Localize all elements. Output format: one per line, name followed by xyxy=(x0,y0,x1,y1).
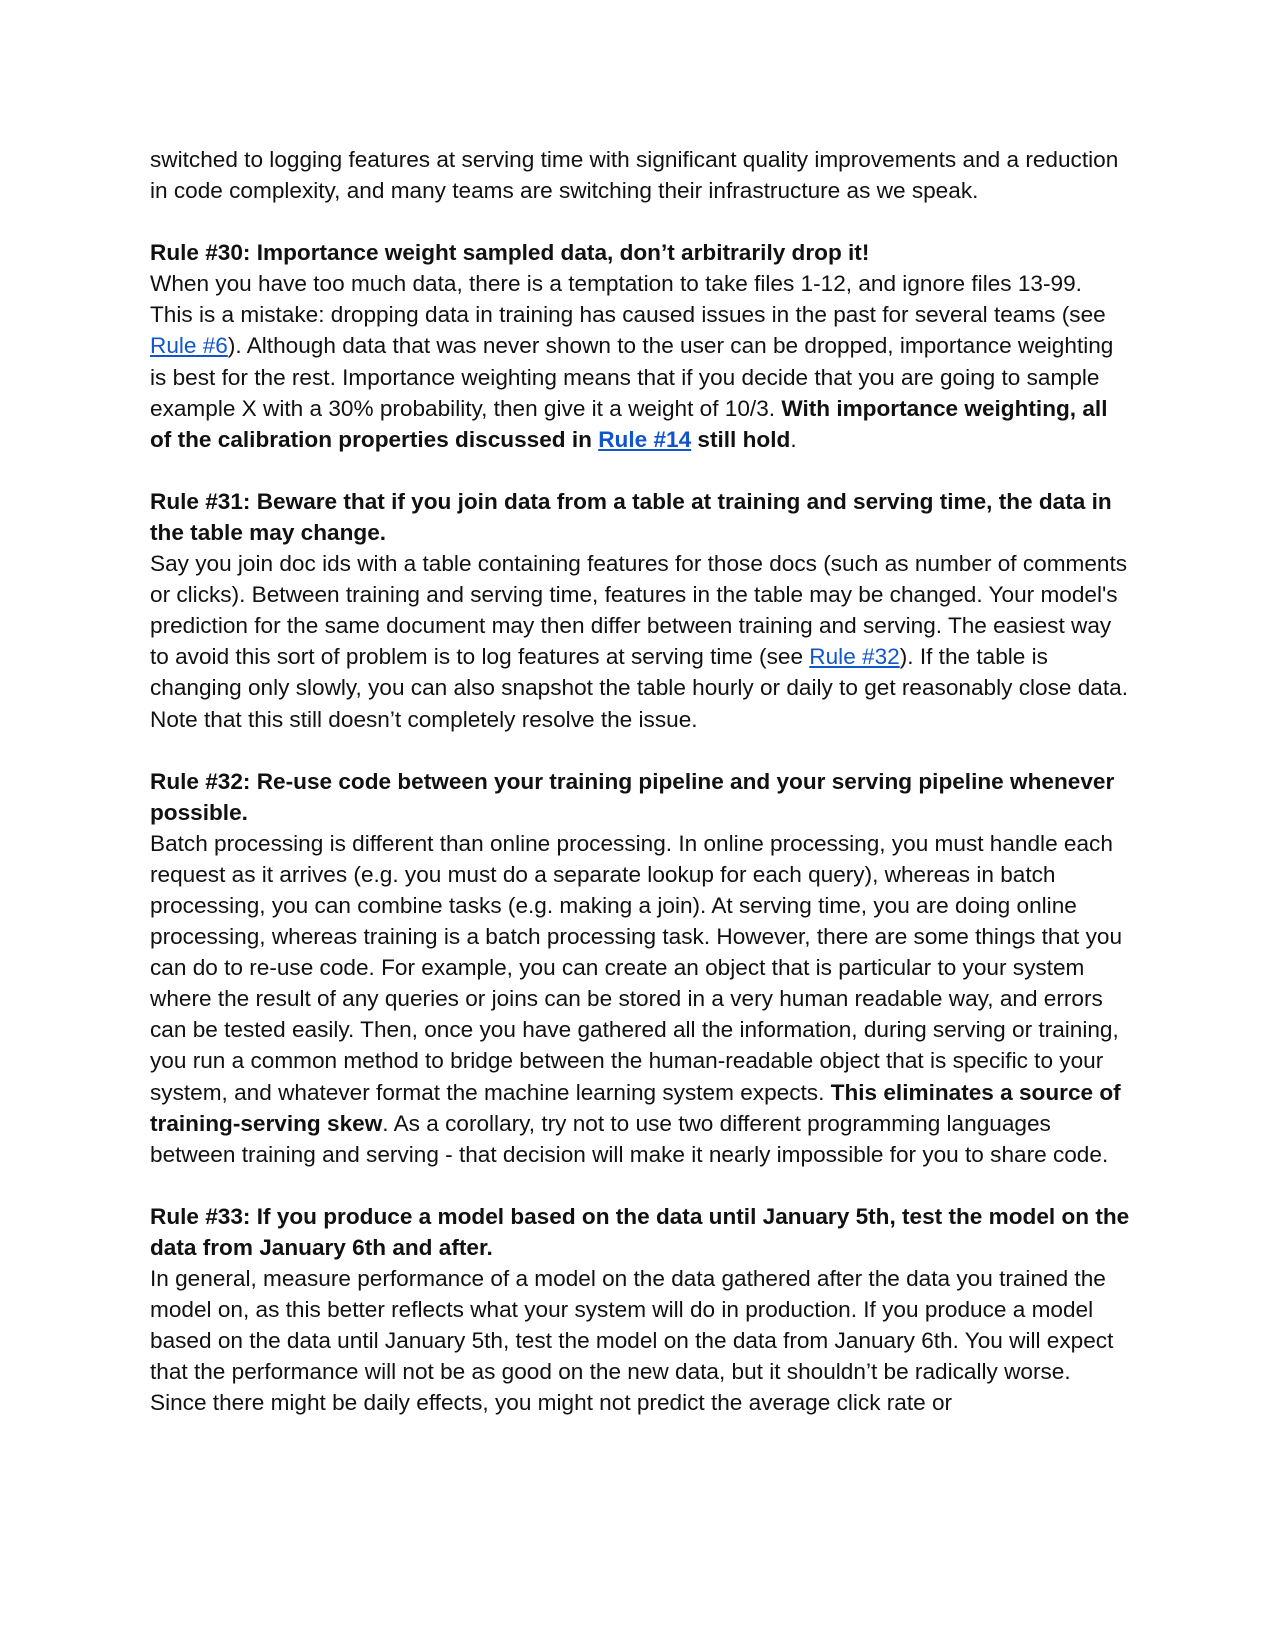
rule-30-text-2: ). Although data that was never shown to the user can be dropped, importance weighting is best for the rest. Importance weighting means that if you decide that you are going to sample example X with a 30% probability, then give it a weight of 10/3. xyxy=(150,333,1114,421)
rule-33-body xyxy=(150,1263,1130,1418)
document-page xyxy=(150,144,1130,1418)
rule-32-link[interactable]: Rule #32 xyxy=(809,644,900,670)
rule-30-title: Rule #30: Importance weight sampled data, don’t arbitrarily drop it! xyxy=(150,240,870,266)
rule-30-bold-2: still hold xyxy=(691,426,791,452)
rule-31-title: Rule #31: Beware that if you join data from a table at training and serving time, the data in the table may change. xyxy=(150,488,1112,545)
rule-33-title: Rule #33: If you produce a model based on the data until January 5th, test the model on the data from January 6th and after. xyxy=(150,1203,1130,1260)
intro-text: switched to logging features at serving time with significant quality improvements and a reduction in code complexity, and many teams are switching their infrastructure as we speak. xyxy=(150,147,1119,204)
rule-33-text-1: In general, measure performance of a model on the data gathered after the data you trained the model on, as this better reflects what your system will do in production. If you produce a model based on the data until January 5th, test the model on the data from January 6th. You will expect that the performance will not be as good on the new data, but it shouldn’t be radically worse. Since there might be daily effects, you might not predict the average click rate or xyxy=(150,1266,1114,1416)
rule-32-bold-1: This eliminates a source of training-serving skew xyxy=(150,1079,1121,1136)
paragraph-gap xyxy=(150,735,1130,766)
rule-31-body xyxy=(150,548,1130,735)
rule-30-end: . xyxy=(790,426,797,452)
rule-32-text-2: . As a corollary, try not to use two different programming languages between training and serving - that decision will make it nearly impossible for you to share code. xyxy=(150,1110,1109,1167)
rule-14-link[interactable]: Rule #14 xyxy=(598,426,692,452)
rule-30-text-1: When you have too much data, there is a temptation to take files 1-12, and ignore files 13-99. This is a mistake: dropping data in training has caused issues in the past for several teams (see xyxy=(150,271,1106,328)
rule-31-text-1: Say you join doc ids with a table containing features for those docs (such as number of comments or clicks). Between training and serving time, features in the table may be changed. Your model's prediction for the same document may then differ between training and serving. The easiest way to avoid this sort of problem is to log features at serving time (see xyxy=(150,551,1128,670)
rule-6-link[interactable]: Rule #6 xyxy=(150,333,228,359)
intro-paragraph xyxy=(150,144,1130,206)
rule-30-bold-1: With importance weighting, all of the calibration properties discussed in xyxy=(150,395,1108,452)
rule-32-title: Rule #32: Re-use code between your training pipeline and your serving pipeline whenever possible. xyxy=(150,768,1115,825)
rule-30-body xyxy=(150,268,1130,455)
rule-32-text-1: Batch processing is different than online processing. In online processing, you must handle each request as it arrives (e.g. you must do a separate lookup for each query), whereas in batch processing, you can combine tasks (e.g. making a join). At serving time, you are doing online processing, whereas training is a batch processing task. However, there are some things that you can do to re-use code. For example, you can create an object that is particular to your system where the result of any queries or joins can be stored in a very human readable way, and errors can be tested easily. Then, once you have gathered all the information, during serving or training, you run a common method to bridge between the human-readable object that is specific to your system, and whatever format the machine learning system expects. xyxy=(150,830,1123,1105)
paragraph-gap xyxy=(150,455,1130,486)
rule-32-body xyxy=(150,828,1130,1170)
paragraph-gap xyxy=(150,1170,1130,1201)
paragraph-gap xyxy=(150,206,1130,237)
rule-31-text-2: ). If the table is changing only slowly, you can also snapshot the table hourly or daily to get reasonably close data. Note that this still doesn’t completely resolve the issue. xyxy=(150,644,1128,732)
